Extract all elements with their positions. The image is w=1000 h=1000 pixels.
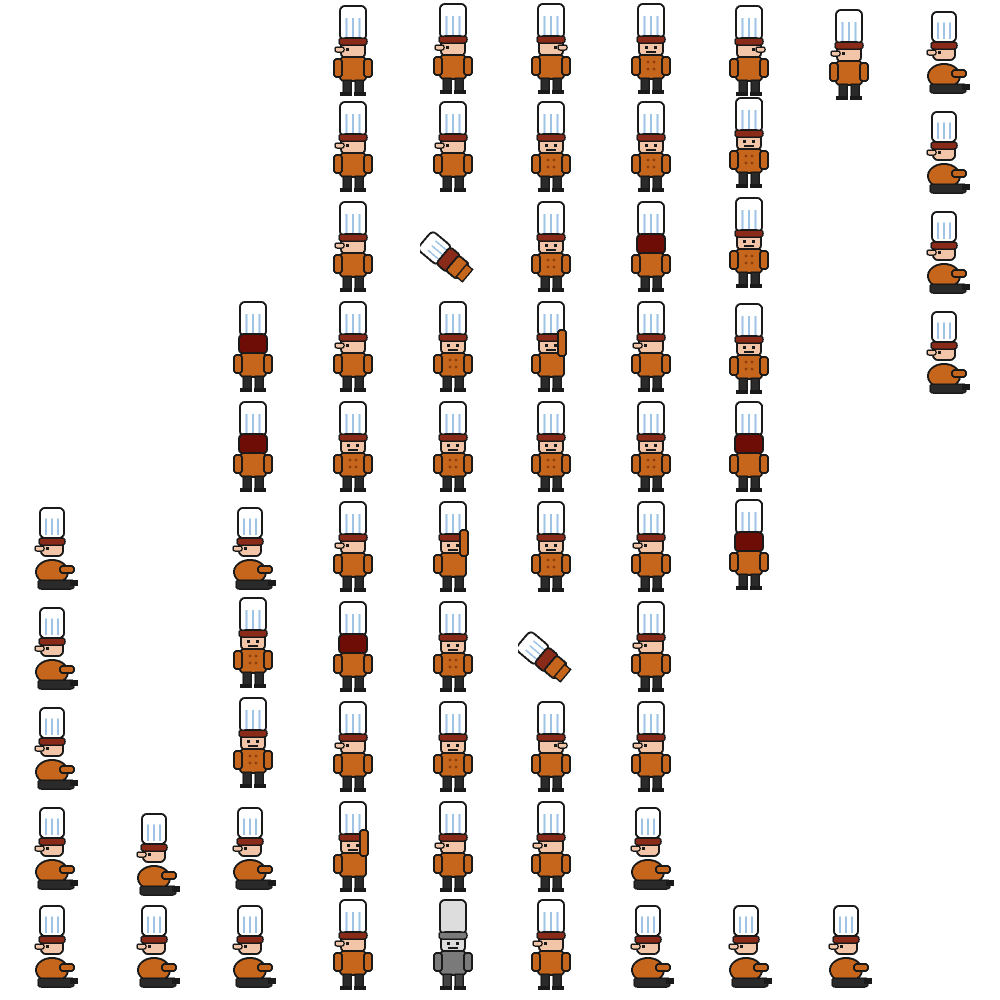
chef-sprite — [220, 300, 284, 394]
chef-sprite — [420, 800, 484, 894]
chef-sprite — [320, 200, 384, 294]
chef-sprite — [320, 800, 384, 894]
chef-sprite — [618, 700, 682, 794]
chef-sprite — [618, 800, 682, 894]
chef-sprite — [420, 600, 484, 694]
chef-sprite — [22, 700, 86, 794]
chef-sprite — [320, 100, 384, 194]
chef-sprite — [420, 100, 484, 194]
chef-sprite — [618, 600, 682, 694]
chef-sprite — [716, 196, 780, 290]
chef-sprite — [220, 800, 284, 894]
chef-sprite — [220, 898, 284, 992]
chef-sprite — [716, 898, 780, 992]
chef-sprite — [716, 302, 780, 396]
chef-sprite — [420, 500, 484, 594]
chef-sprite — [518, 300, 582, 394]
chef-sprite — [618, 500, 682, 594]
chef-sprite — [618, 400, 682, 494]
chef-sprite — [420, 300, 484, 394]
chef-sprite — [816, 898, 880, 992]
chef-sprite — [816, 8, 880, 102]
chef-sprite — [320, 898, 384, 992]
chef-sprite — [914, 204, 978, 298]
chef-sprite — [420, 200, 484, 294]
chef-sprite — [420, 2, 484, 96]
chef-sprite — [22, 600, 86, 694]
chef-sprite — [618, 200, 682, 294]
chef-sprite — [220, 500, 284, 594]
chef-sprite — [518, 898, 582, 992]
chef-sprite — [914, 104, 978, 198]
chef-sprite — [518, 800, 582, 894]
chef-sprite — [518, 600, 582, 694]
chef-sprite — [716, 400, 780, 494]
chef-sprite — [420, 898, 484, 992]
chef-sprite — [320, 300, 384, 394]
chef-sprite — [320, 600, 384, 694]
chef-sprite — [320, 500, 384, 594]
chef-sprite — [220, 400, 284, 494]
chef-sprite — [914, 304, 978, 398]
chef-sprite — [22, 898, 86, 992]
chef-sprite — [22, 500, 86, 594]
chef-sprite — [320, 4, 384, 98]
chef-sprite — [716, 96, 780, 190]
chef-sprite — [22, 800, 86, 894]
chef-sprite — [518, 700, 582, 794]
chef-sprite — [320, 700, 384, 794]
chef-sprite — [220, 696, 284, 790]
chef-sprite — [124, 898, 188, 992]
chef-sprite — [420, 700, 484, 794]
chef-sprite — [518, 200, 582, 294]
chef-sprite — [618, 100, 682, 194]
chef-sprite — [618, 2, 682, 96]
chef-sprite — [518, 2, 582, 96]
chef-sprite — [518, 400, 582, 494]
chef-sprite — [420, 400, 484, 494]
chef-sprite — [914, 4, 978, 98]
chef-sprite — [518, 500, 582, 594]
chef-sprite — [518, 100, 582, 194]
chef-sprite — [320, 400, 384, 494]
chef-sprite — [220, 596, 284, 690]
chef-sprite — [716, 4, 780, 98]
chef-sprite — [716, 498, 780, 592]
chef-sprite — [618, 300, 682, 394]
chef-sprite — [618, 898, 682, 992]
chef-sprite — [124, 806, 188, 900]
